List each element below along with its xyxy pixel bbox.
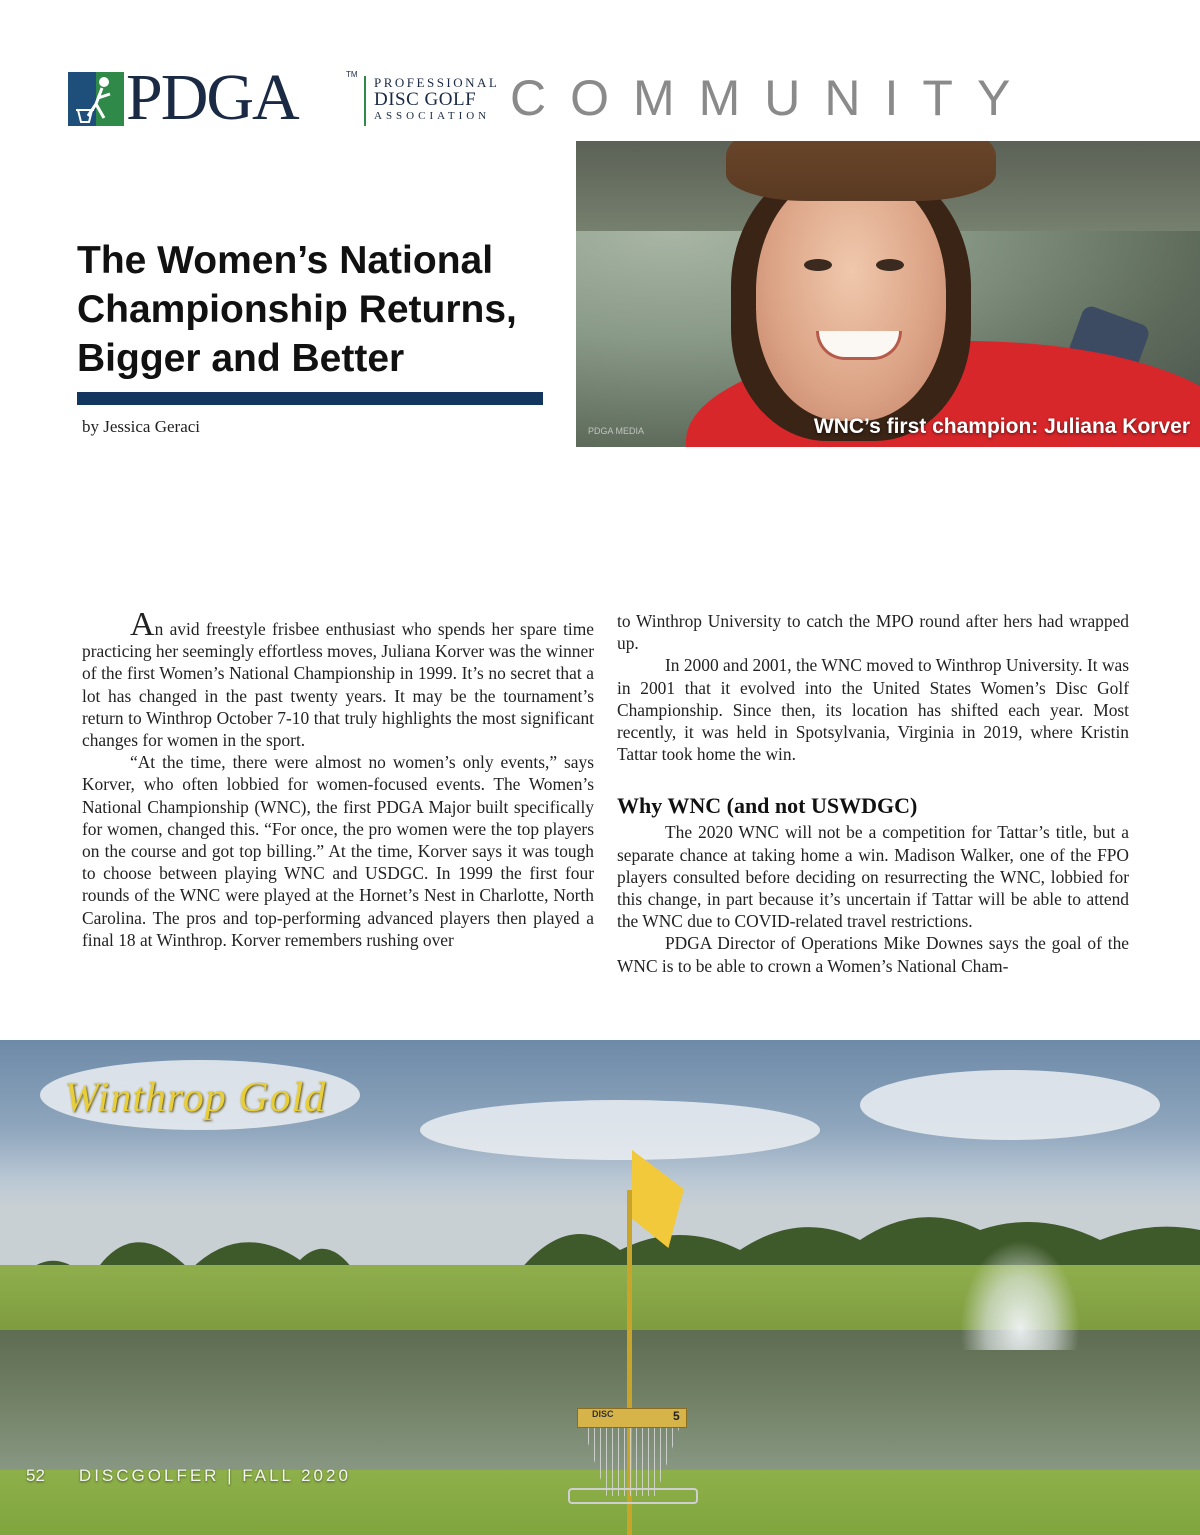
section-subhead: Why WNC (and not USWDGC)	[617, 793, 918, 819]
basket-label: DISC	[592, 1409, 614, 1419]
section-label: COMMUNITY	[510, 70, 1035, 126]
photo-caption: WNC’s first champion: Juliana Korver	[813, 415, 1190, 438]
logo-sub-line-1: PROFESSIONAL	[374, 75, 500, 90]
logo-wordmark: PDGA	[126, 61, 298, 134]
headline-rule	[77, 392, 543, 405]
body-paragraph: to Winthrop University to catch the MPO round after hers had wrapped up.	[617, 611, 1129, 654]
right-eye	[876, 259, 904, 271]
page-footer	[26, 1466, 351, 1486]
body-column-2	[617, 610, 1129, 977]
body-paragraph	[82, 606, 594, 751]
drop-cap: A	[130, 606, 155, 643]
publication-name: DISCGOLFER | FALL 2020	[78, 1466, 351, 1485]
portrait-photo	[576, 141, 1200, 447]
landscape-photo	[0, 1040, 1200, 1535]
headline-line-3: Bigger and Better	[77, 337, 405, 380]
logo-sub-line-3: ASSOCIATION	[374, 110, 491, 122]
byline: by Jessica Geraci	[82, 417, 201, 436]
logo-subtitle	[374, 76, 519, 123]
cloud	[420, 1100, 820, 1160]
article-headline	[77, 236, 547, 383]
headline-line-1: The Women’s National	[77, 239, 494, 282]
basket-number: 5	[673, 1409, 680, 1423]
disc-golfer-icon	[68, 72, 124, 126]
cap	[726, 141, 996, 201]
page-number: 52	[26, 1466, 45, 1485]
logo-sub-line-2: DISC GOLF	[374, 89, 477, 110]
logo-divider	[364, 76, 366, 126]
photo-title: Winthrop Gold	[64, 1075, 327, 1121]
body-paragraph: “At the time, there were almost no women’s only events,” says Korver, who often lobbied for women-focused events. The Women’s National Championship (WNC), the first PDGA Major built specifically for women, changed this. “For once, the pro women were the top players on the course and got top billing.” At the time, Korver says it was tough to choose between playing WNC and USDGC. In 1999 the first four rounds of the WNC were played at the Hornet’s Nest in Charlotte, North Carolina. The pros and top-performing advanced players then played a final 18 at Winthrop. Korver remembers rushing over	[82, 752, 594, 950]
left-eye	[804, 259, 832, 271]
body-paragraph: In 2000 and 2001, the WNC moved to Winthrop University. It was in 2001 that it evolved into the United States Women’s Disc Golf Championship. Since then, its location has shifted each year. Most recently, it was held in Spotsylvania, Virginia in 2019, where Kristin Tattar took home the win.	[617, 655, 1129, 765]
cloud	[860, 1070, 1160, 1140]
basket-tray	[568, 1488, 698, 1504]
fountain	[960, 1240, 1080, 1350]
headline-line-2: Championship Returns,	[77, 288, 517, 331]
trademark-mark: TM	[346, 70, 358, 79]
photo-credit: PDGA MEDIA	[588, 426, 645, 436]
body-paragraph: The 2020 WNC will not be a competition for Tattar’s title, but a separate chance at taking home a win. Madison Walker, one of the FPO players consulted before deciding on resurrecting the WNC, lobbied for this change, in part because it’s uncertain if Tattar will be able to attend the WNC due to COVID-related travel restrictions.	[617, 822, 1129, 932]
paragraph-text: n avid freestyle frisbee enthusiast who spends her spare time practicing her seemingly effortless moves, Juliana Korver was the winner of the first Women’s National Championship in 1999. It’s no secret that a lot has changed in the past twenty years. It may be the tournament’s return to Winthrop October 7-10 that truly highlights the most significant changes for women in the sport.	[82, 619, 594, 751]
face	[756, 171, 946, 421]
pdga-logo	[68, 61, 500, 134]
body-paragraph: PDGA Director of Operations Mike Downes says the goal of the WNC is to be able to crown a Women’s National Cham-	[617, 933, 1129, 976]
body-column-1	[82, 606, 594, 951]
